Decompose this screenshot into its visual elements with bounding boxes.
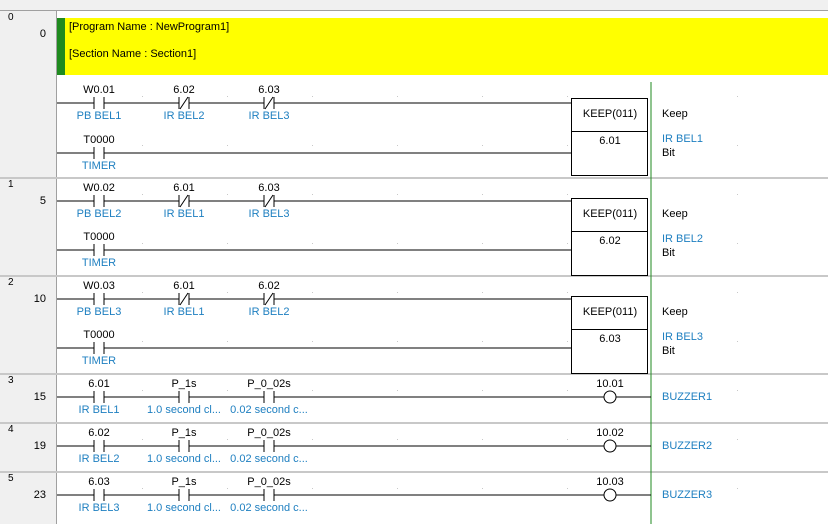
grid-dot (312, 341, 313, 342)
coil-comment: BUZZER2 (662, 440, 713, 452)
grid-dot (312, 243, 313, 244)
grid-dot (482, 194, 483, 195)
grid-dot (397, 341, 398, 342)
instruction-operand[interactable]: 6.02 (599, 235, 621, 247)
grid-dot (312, 292, 313, 293)
contact-operand[interactable]: P_1s (171, 427, 197, 439)
contact-operand[interactable]: 6.03 (88, 476, 110, 488)
contact-comment: IR BEL1 (78, 404, 120, 416)
contact-comment: IR BEL2 (248, 306, 290, 318)
grid-dot (567, 96, 568, 97)
grid-dot (142, 96, 143, 97)
grid-dot (482, 390, 483, 391)
contact-operand[interactable]: P_0_02s (247, 378, 291, 390)
instruction-operand[interactable]: 6.03 (599, 333, 621, 345)
operand-type: Bit (662, 147, 675, 159)
coil-operand[interactable]: 10.02 (596, 427, 624, 439)
grid-dot (227, 439, 228, 440)
grid-dot (227, 341, 228, 342)
normally-closed-slash (265, 195, 273, 207)
grid-dot (397, 194, 398, 195)
grid-dot (312, 439, 313, 440)
contact-comment: IR BEL3 (248, 110, 290, 122)
rung-step-address: 0 (39, 28, 46, 40)
contact-comment: PB BEL2 (76, 208, 122, 220)
rung-step-address: 23 (33, 489, 46, 501)
coil-comment: BUZZER1 (662, 391, 713, 403)
operand-comment: IR BEL2 (662, 233, 703, 245)
contact-comment: IR BEL2 (163, 110, 205, 122)
grid-dot (142, 243, 143, 244)
grid-dot (737, 194, 738, 195)
grid-dot (482, 488, 483, 489)
grid-dot (482, 96, 483, 97)
normally-closed-slash (265, 293, 273, 305)
instruction-name: KEEP(011) (582, 306, 638, 318)
contact-comment: 0.02 second c... (230, 404, 308, 416)
instruction-operand[interactable]: 6.01 (599, 135, 621, 147)
grid-dot (142, 292, 143, 293)
reset-contact-comment: TIMER (81, 257, 117, 269)
grid-dot (227, 145, 228, 146)
contact-comment: IR BEL3 (78, 502, 120, 514)
coil-operand[interactable]: 10.03 (596, 476, 624, 488)
grid-dot (567, 488, 568, 489)
contact-operand[interactable]: 6.01 (173, 280, 195, 292)
contact-comment: IR BEL2 (78, 453, 120, 465)
contact-comment: PB BEL3 (76, 306, 122, 318)
program-name-comment: [Program Name : NewProgram1] (69, 21, 230, 33)
contact-comment: IR BEL1 (163, 306, 205, 318)
contact-operand[interactable]: P_1s (171, 378, 197, 390)
contact-comment: 1.0 second cl... (147, 404, 221, 416)
grid-dot (227, 390, 228, 391)
grid-dot (737, 390, 738, 391)
grid-dot (397, 292, 398, 293)
contact-operand[interactable]: 6.01 (88, 378, 110, 390)
grid-dot (397, 439, 398, 440)
grid-dot (737, 341, 738, 342)
rung-index: 0 (8, 12, 14, 23)
contact-operand[interactable]: 6.01 (173, 182, 195, 194)
grid-dot (737, 145, 738, 146)
grid-dot (567, 390, 568, 391)
contact-comment: PB BEL1 (76, 110, 122, 122)
contact-operand[interactable]: 6.02 (258, 280, 280, 292)
grid-dot (482, 439, 483, 440)
contact-operand[interactable]: P_0_02s (247, 427, 291, 439)
contact-operand[interactable]: P_1s (171, 476, 197, 488)
grid-dot (142, 194, 143, 195)
grid-dot (737, 292, 738, 293)
grid-dot (397, 243, 398, 244)
operand-comment: IR BEL3 (662, 331, 703, 343)
coil-comment: BUZZER3 (662, 489, 713, 501)
output-coil[interactable] (604, 391, 616, 403)
coil-operand[interactable]: 10.01 (596, 378, 624, 390)
grid-dot (397, 488, 398, 489)
grid-dot (227, 243, 228, 244)
grid-dot (567, 292, 568, 293)
rung-index: 3 (8, 375, 14, 386)
operand-type: Bit (662, 247, 675, 259)
contact-operand[interactable]: P_0_02s (247, 476, 291, 488)
grid-dot (142, 439, 143, 440)
reset-contact-operand[interactable]: T0000 (83, 231, 115, 243)
grid-dot (312, 145, 313, 146)
contact-operand[interactable]: 6.02 (88, 427, 110, 439)
normally-closed-slash (180, 293, 188, 305)
rung-index: 5 (8, 473, 14, 484)
grid-dot (312, 488, 313, 489)
rung-index: 2 (8, 277, 14, 288)
contact-comment: 0.02 second c... (230, 453, 308, 465)
output-coil[interactable] (604, 489, 616, 501)
rung-step-address: 15 (33, 391, 46, 403)
rung-step-address: 19 (33, 440, 46, 452)
reset-contact-operand[interactable]: T0000 (83, 329, 115, 341)
output-coil[interactable] (604, 440, 616, 452)
grid-dot (312, 96, 313, 97)
grid-dot (227, 292, 228, 293)
grid-dot (737, 243, 738, 244)
contact-comment: IR BEL1 (163, 208, 205, 220)
normally-closed-slash (180, 195, 188, 207)
grid-dot (567, 194, 568, 195)
grid-dot (142, 488, 143, 489)
grid-dot (312, 194, 313, 195)
instruction-label: Keep (662, 306, 688, 318)
rung-step-address: 5 (39, 195, 46, 207)
grid-dot (737, 439, 738, 440)
grid-dot (227, 194, 228, 195)
grid-dot (397, 96, 398, 97)
instruction-name: KEEP(011) (582, 208, 638, 220)
instruction-name: KEEP(011) (582, 108, 638, 120)
contact-operand[interactable]: 6.03 (258, 84, 280, 96)
grid-dot (142, 341, 143, 342)
reset-contact-comment: TIMER (81, 160, 117, 172)
reset-contact-operand[interactable]: T0000 (83, 134, 115, 146)
contact-comment: 1.0 second cl... (147, 502, 221, 514)
rung-index: 1 (8, 179, 14, 190)
operand-type: Bit (662, 345, 675, 357)
contact-comment: 1.0 second cl... (147, 453, 221, 465)
grid-dot (482, 292, 483, 293)
grid-dot (482, 243, 483, 244)
instruction-label: Keep (662, 108, 688, 120)
grid-dot (397, 390, 398, 391)
grid-dot (482, 341, 483, 342)
grid-dot (567, 439, 568, 440)
reset-contact-comment: TIMER (81, 355, 117, 367)
section-name-comment: [Section Name : Section1] (69, 48, 197, 60)
rung-step-address: 10 (33, 293, 46, 305)
operand-comment: IR BEL1 (662, 133, 703, 145)
normally-closed-slash (265, 97, 273, 109)
grid-dot (737, 96, 738, 97)
contact-comment: 0.02 second c... (230, 502, 308, 514)
grid-dot (227, 96, 228, 97)
grid-dot (397, 145, 398, 146)
contact-operand[interactable]: W0.02 (83, 182, 115, 194)
instruction-label: Keep (662, 208, 688, 220)
contact-comment: IR BEL3 (248, 208, 290, 220)
rung-index: 4 (8, 424, 14, 435)
normally-closed-slash (180, 97, 188, 109)
contact-operand[interactable]: W0.03 (83, 280, 115, 292)
grid-dot (312, 390, 313, 391)
grid-dot (482, 145, 483, 146)
grid-dot (737, 488, 738, 489)
grid-dot (227, 488, 228, 489)
contact-operand[interactable]: 6.02 (173, 84, 195, 96)
grid-dot (142, 390, 143, 391)
contact-operand[interactable]: W0.01 (83, 84, 115, 96)
contact-operand[interactable]: 6.03 (258, 182, 280, 194)
